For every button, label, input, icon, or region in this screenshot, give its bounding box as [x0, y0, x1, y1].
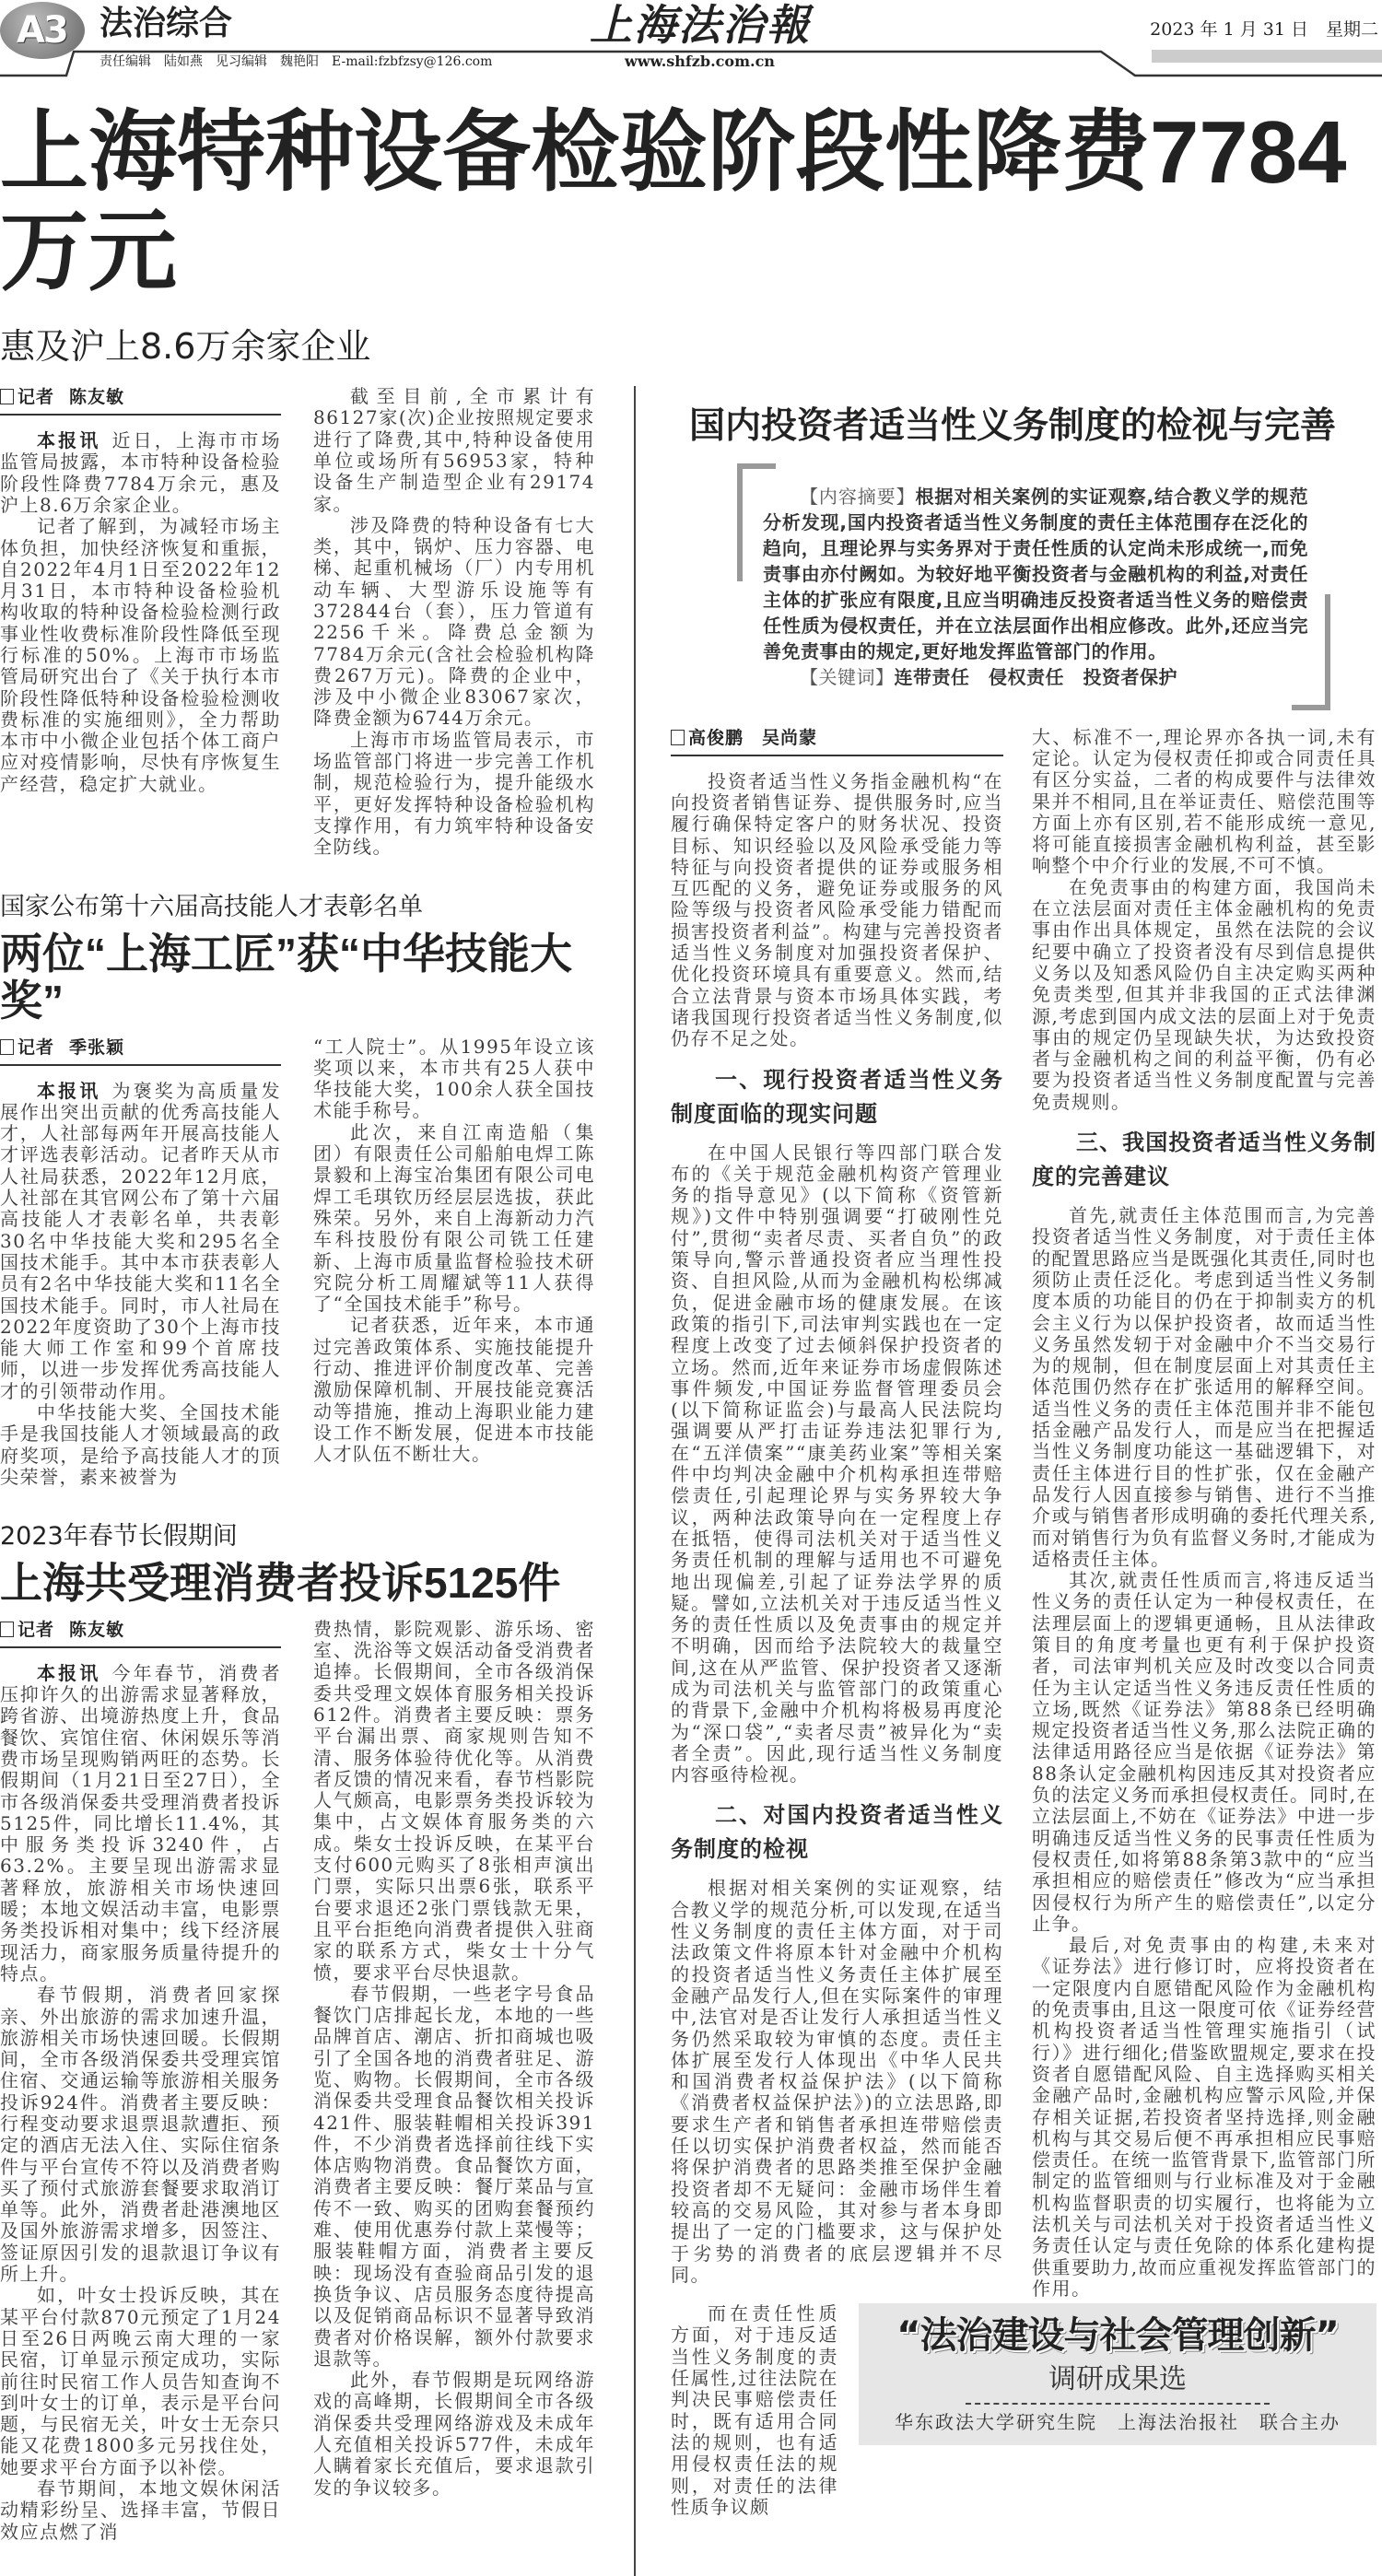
article-kicker: 2023年春节长假期间 — [0, 1522, 238, 1551]
section-title: 法治综合 — [100, 5, 233, 42]
paragraph: 截至目前,全市累计有86127家(次)企业按照规定要求进行了降费,其中,特种设备使用单位或场所有56953家，特种设备生产制造型企业有29174家。 — [313, 385, 595, 515]
abstract-bracket-bottom — [1292, 705, 1330, 710]
paragraph: 本报讯 为褒奖为高质量发展作出突出贡献的优秀高技能人才，人社部每两年开展高技能人才评选表彰活动。记者昨天从市人社局获悉，2022年12月底，人社部在其官网公布了第十六届高技能人才表彰名单，共表彰30名中华技能大奖和295名全国技术能手。其中本市获表彰人员有2名中华技能大奖和11名全国技术能手。同时，市人社局在2022年度资助了30个上海市技能大师工作室和99个首席技师，以进一步发挥优秀高技能人才的引领带动作用。 — [0, 1079, 282, 1402]
article — [0, 892, 599, 1489]
byline: 高俊鹏 吴尚蒙 — [671, 727, 1003, 756]
promo-organizers: 华东政法大学研究生院 上海法治报社 联合主办 — [895, 2411, 1341, 2434]
page-number: A3 — [17, 9, 67, 52]
issue-date: 2023 年 1 月 31 日 星期二 — [1150, 19, 1378, 40]
article-headline: 两位“上海工匠”获“中华技能大奖” — [0, 929, 572, 1025]
article-column — [1032, 727, 1376, 2300]
paragraph: 春节假期，一些老字号食品餐饮门店排起长龙，本地的一些品牌首店、潮店、折扣商城也吸引了全国各地的消费者驻足、游览、购物。长假期间，全市各级消保委共受理食品餐饮相关投诉421件、服装鞋帽相关投诉391件，不少消费者选择前往线下实体店购物消费。食品餐饮方面，消费者主要反映：餐厅菜品与宣传不一致、购买的团购套餐预约难、使用优惠券付款上菜慢等；服装鞋帽方面，消费者主要反映：现场没有查验商品引发的退换货争议、店员服务态度待提高以及促销商品标识不显著导致消费者对价格误解，额外付款要求退款等。 — [313, 1982, 595, 2370]
promo-title: “法治建设与社会管理创新” — [896, 2314, 1339, 2358]
paragraph: 涉及降费的特种设备有七大类，其中，锅炉、压力容器、电梯、起重机械场（厂）内专用机动车辆、大型游乐设施等有372844台（套），压力管道有2256千米。降费总金额为7784万余元(含社会检验机构降费267万元)。降费的企业中，涉及中小微企业83067家次，降费金额为6744万余元。 — [313, 513, 595, 730]
paragraph: 本报讯 近日，上海市市场监管局披露，本市特种设备检验阶段性降费7784万余元，惠及沪上8.6万余家企业。 — [0, 429, 282, 516]
paragraph: 首先,就责任主体范围而言,为完善投资者适当性义务制度，对于责任主体的配置思路应当是既强化其责任,同时也须防止责任泛化。考虑到适当性义务制度本质的功能目的仍在于抑制卖方的机会主义行为以保护投资者，故而适当性义务虽然发轫于对金融中介不当交易行为的规制，但在制度层面上对其责任主体范围仍然存在扩张适用的解释空间。适当性义务的责任主体范围并非不能包括金融产品发行人，而是应当在把握适当性义务制度功能这一基础逻辑下，对责任主体进行目的性扩张，仅在金融产品发行人因直接参与销售、进行不当推介或与销售者形成明确的委托代理关系,而对销售行为负有监督义务时,才能成为适格责任主体。 — [1032, 1204, 1376, 1570]
paragraph: 费热情，影院观影、游乐场、密室、洗浴等文娱活动备受消费者追捧。长假期间，全市各级消保委共受理文娱体育服务相关投诉612件。消费者主要反映：票务平台漏出票、商家规则告知不清、服务体验待优化等。从消费者反馈的情况来看，春节档影院人气颇高，电影票务类投诉较为集中，占文娱体育服务类的六成。柴女士投诉反映，在某平台支付600元购买了8张相声演出门票，实际只出票6张，联系平台要求退还2张门票钱款无果，且平台拒绝向消费者提供入驻商家的联系方式，柴女士十分气愤，要求平台尽快退款。 — [313, 1617, 595, 1984]
paragraph: 春节期间，本地文娱休闲活动精彩纷呈、选择丰富，节假日效应点燃了消 — [0, 2477, 281, 2543]
column-divider-area — [599, 386, 671, 2576]
promo-dash-divider — [966, 2403, 1270, 2405]
website: www.shfzb.com.cn — [625, 53, 775, 70]
paragraph: 本报讯 今年春节，消费者压抑许久的出游需求显著释放，跨省游、出境游热度上升，食品餐饮、宾馆住宿、休闲娱乐等消费市场呈现购销两旺的态势。长假期间（1月21日至27日），全市各级消保委共受理消费者投诉5125件，同比增长11.4%，其中服务类投诉3240件，占63.2%。主要呈现出游需求显著释放，旅游相关市场快速回暖；本地文娱活动丰富，电影票务类投诉相对集中；线下经济展现活力，商家服务质量待提升的特点。 — [0, 1661, 282, 1985]
left-news-area — [0, 386, 599, 2576]
abstract-text: 【内容摘要】根据对相关案例的实证观察,结合教义学的规范分析发现,国内投资者适当性义务制度的责任主体范围存在泛化的趋向，且理论界与实务界对于责任性质的认定尚未形成统一,而免责事由亦付阙如。为较好地平衡投资者与金融机构的利益,对责任主体的扩张应有限度,且应当明确违反投资者适当性义务的赔偿责任性质为侵权责任，并在立法层面作出相应修改。此外,还应当完善免责事由的规定,更好地发挥监管部门的作用。 — [763, 485, 1308, 662]
article — [0, 1521, 599, 2543]
paragraph: 如，叶女士投诉反映，其在某平台付款870元预定了1月24日至26日两晚云南大理的一家民宿，订单显示预定成功，实际前往时民宿工作人员告知查询不到叶女士的订单，表示是平台问题，与民宿无关，叶女士无奈只能又花费1800多元另找住处，她要求平台方面予以补偿。 — [0, 2284, 281, 2478]
article-headline: 上海共受理消费者投诉5125件 — [0, 1559, 561, 1608]
main-subtitle: 惠及沪上8.6万余家企业 — [0, 326, 371, 368]
byline-box-icon — [0, 1039, 14, 1055]
paragraph: 记者了解到，为减轻市场主体负担，加快经济恢复和重振，自2022年4月1日至2022年12月31日，本市特种设备检验机构收取的特种设备检验检测行政事业性收费标准阶段性降低至现行标准的50%。上海市市场监管局研究出台了《关于执行本市阶段性降低特种设备检验检测收费标准的实施细则》，全力帮助本市中小微企业包括个体工商户应对疫情影响，尽快有序恢复生产经营，稳定扩大就业。 — [0, 515, 281, 795]
article — [0, 386, 599, 859]
paragraph: 其次,就责任性质而言,将违反适当性义务的责任认定为一种侵权责任，在法理层面上的逻辑更通畅，且从法律政策目的角度考量也更有利于保护投资者，司法审判机关应及时改变以合同责任为主认定适当性义务违反责任性质的立场,既然《证券法》第88条已经明确规定投资者适当性义务,那么法院正确的法律适用路径应当是依据《证券法》第88条认定金融机构因违反其对投资者应负的法定义务而承担侵权责任。同时,在立法层面上,不妨在《证券法》中进一步明确违反适当性义务的民事责任性质为侵权责任,如将第88条第3款中的“应当承担相应的赔偿责任”修改为“应当承担因侵权行为所产生的赔偿责任”,以定分止争。 — [1032, 1569, 1376, 1935]
paragraph: 此外，春节假期是玩网络游戏的高峰期，长假期间全市各级消保委共受理网络游戏及未成年人充值相关投诉577件，未成年人瞒着家长充值后，要求退款引发的争议较多。 — [313, 2369, 595, 2499]
abstract-bracket-left — [737, 463, 743, 581]
byline: 记者 陈友敏 — [0, 1619, 281, 1648]
right-article — [671, 386, 1376, 2576]
header-rules — [0, 0, 1382, 83]
paragraph: 春节假期，消费者回家探亲、外出旅游的需求加速升温，旅游相关市场快速回暖。长假期间，全市各级消保委共受理宾馆住宿、交通运输等旅游相关服务投诉924件。消费者主要反映：行程变动要求退票退款遭拒、预定的酒店无法入住、实际住宿条件与平台宣传不符以及消费者购买了预付式旅游套餐要求取消订单等。此外，消费者赴港澳地区及国外旅游需求增多，因签注、签证原因引发的退款退订争议有所上升。 — [0, 1984, 281, 2286]
section-heading: 二、对国内投资者适当性义务制度的检视 — [671, 1802, 1003, 1863]
byline: 记者 陈友敏 — [0, 386, 281, 416]
article-column — [671, 727, 1003, 2286]
paragraph: 根据对相关案例的实证观察，结合教义学的规范分析,可以发现,在适当性义务制度的责任主体方面，对于司法政策文件将原本针对金融中介机构的投资者适当性义务责任主体扩展至金融产品发行人,但在实际案件的审理中,法官对是否让发行人承担适当性义务仍然采取较为审慎的态度。责任主体扩展至发行人体现出《中华人民共和国消费者权益保护法》(以下简称《消费者权益保护法》)的立法思路,即要求生产者和销售者承担连带赔偿责任以切实保护消费者权益，然而能否将保护消费者的思路类推至保护金融投资者却不无疑问：金融市场伴生着较高的交易风险，其对参与者本身即提出了一定的门槛要求，这与保护处于劣势的消费者的底层逻辑并不尽同。 — [671, 1877, 1003, 2286]
main-headline: 上海特种设备检验阶段性降费7784万元 — [0, 103, 1347, 301]
article-column — [313, 1036, 595, 1466]
article-column — [0, 1036, 281, 1489]
paragraph: 在免责事由的构建方面，我国尚未在立法层面对责任主体金融机构的免责事由作出具体规定，虽然在法院的会议纪要中确立了投资者没有尽到信息提供义务以及知悉风险仍自主决定购买两种免责类型,但其并非我国的正式法律渊源,考虑到国内成文法的层面上对于免责事由的规定仍呈现缺失状，为达致投资者与金融机构之间的利益平衡，仍有必要为投资者适当性义务制度配置与完善免责规则。 — [1032, 875, 1376, 1113]
article-kicker: 国家公布第十六届高技能人才表彰名单 — [0, 892, 423, 921]
column-divider — [634, 386, 636, 2576]
paragraph: 中华技能大奖、全国技术能手是我国技能人才领域最高的政府奖项，是给予高技能人才的顶尖荣誉，素来被誉为 — [0, 1401, 281, 1488]
byline: 记者 季张颖 — [0, 1036, 281, 1066]
article-column — [0, 1619, 281, 2543]
paragraph: 而在责任性质方面，对于违反适当性义务制度的责任属性,过往法院在判决民事赔偿责任时，既有适用合同法的规则，也有适用侵权责任法的规则，对责任的法律性质争议颇 — [671, 2302, 838, 2518]
byline-box-icon — [0, 389, 14, 404]
byline-box-icon — [0, 1622, 14, 1637]
bottom-row — [671, 2303, 1376, 2518]
section-heading: 一、现行投资者适当性义务制度面临的现实问题 — [671, 1066, 1003, 1127]
paragraph: 在中国人民银行等四部门联合发布的《关于规范金融机构资产管理业务的指导意见》(以下简称《资管新规》)文件中特别强调要“打破刚性兑付”,贯彻“卖者尽责、买者自负”的政策导向,警示普通投资者应当理性投资、自担风险,从而为金融机构松绑减负，促进金融市场的健康发展。在该政策的指引下,司法审判实践也在一定程度上改变了过去倾斜保护投资者的立场。然而,近年来证券市场虚假陈述事件频发,中国证券监督管理委员会(以下简称证监会)与最高人民法院均强调要从严打击证券违法犯罪行为,在“五洋债案”“康美药业案”等相关案件中均判决金融中介机构承担连带赔偿责任,引起理论界与实务界较大争议，两种法政策导向在一定程度上存在抵牾，使得司法机关对于适当性义务责任机制的理解与适用也不可避免地出现偏差,引起了证券法学界的质疑。譬如,立法机关对于违反适当性义务的责任性质以及免责事由的规定并不明确，因而给予法院较大的裁量空间,这在从严监管、保护投资者又逐渐成为司法机关与监管部门的政策重心的背景下,金融中介机构将极易再度沦为“深口袋”,“卖者尽责”被异化为“卖者全责”。因此,现行适当性义务制度内容亟待检视。 — [671, 1141, 1003, 1786]
page-header — [0, 0, 1382, 103]
byline-box-icon — [671, 730, 685, 745]
paragraph: 大、标准不一,理论界亦各执一词,未有定论。认定为侵权责任抑或合同责任具有区分实益，二者的构成要件与法律效果并不相同,且在举证责任、赔偿范围等方面上亦有区别,若不能形成统一意见,将可能直接损害金融机构利益，甚至影响整个中介行业的发展,不可不慎。 — [1032, 725, 1376, 877]
editors-line: 责任编辑 陆如燕 见习编辑 魏艳阳 E-mail:fzbfzsy@126.com — [100, 54, 493, 69]
masthead-logo: 上海法治報 — [590, 0, 811, 50]
article-column-narrow — [671, 2303, 838, 2518]
paragraph: 此次，来自江南造船（集团）有限责任公司船舶电焊工陈景毅和上海宝冶集团有限公司电焊工毛琪钦历经层层选拔，获此殊荣。另外，来自上海新动力汽车科技股份有限公司铣工任建新、上海市质量监督检验技术研究院分析工周耀斌等11人获得了“全国技术能手”称号。 — [313, 1120, 595, 1316]
promo-subtitle: 调研成果选 — [1048, 2363, 1187, 2396]
abstract-box — [737, 463, 1330, 710]
paragraph: 最后,对免责事由的构建,未来对《证券法》进行修订时，应将投资者在一定限度内自愿错配风险作为金融机构的免责事由,且这一限度可依《证券经营机构投资者适当性管理实施指引（试行）》进行细化;借鉴欧盟规定,要求在投资者自愿错配风险、自主选择购买相关金融产品时,金融机构应警示风险,并保存相关证据,若投资者坚持选择,则金融机构与其交易后便不再承担相应民事赔偿责任。在统一监管背景下,监管部门所制定的监管细则与行业标准及对于金融机构监督职责的切实履行，也将能为立法机关与司法机关对于投资者适当性义务责任认定与责任免除的体系化建构提供重要助力,故而应重视发挥监管部门的作用。 — [1032, 1934, 1376, 2300]
keywords: 【关键词】连带责任 侵权责任 投资者保护 — [800, 665, 1177, 688]
abstract-bracket-top — [737, 463, 776, 469]
paragraph: 上海市市场监管局表示，市场监管部门将进一步完善工作机制，规范检验行为，提升能级水平，更好发挥特种设备检验机构支撑作用，有力筑牢特种设备安全防线。 — [313, 728, 595, 859]
paragraph: 记者获悉，近年来，本市通过完善政策体系、实施技能提升行动、推进评价制度改革、完善激励保障机制、开展技能竞赛活动等措施，推动上海职业能力建设工作不断发展，促进本市技能人才队伍不断壮大。 — [313, 1314, 595, 1466]
article-column — [313, 386, 595, 859]
paragraph: “工人院士”。从1995年设立该奖项以来，本市共有25人获中华技能大奖，100余人获全国技术能手称号。 — [313, 1035, 595, 1122]
column-promo-box — [859, 2303, 1376, 2445]
paragraph: 投资者适当性义务指金融机构“在向投资者销售证券、提供服务时,应当履行确保特定客户的财务状况、投资目标、知识经验以及风险承受能力等特征与向投资者提供的证券或服务相互匹配的义务，避免证券或服务的风险等级与投资者风险承受能力错配而损害投资者利益”。构建与完善投资者适当性义务制度对加强投资者保护、优化投资环境具有重要意义。然而,结合立法背景与资本市场具体实践，考诸我国现行投资者适当性义务制度,似仍存不足之处。 — [671, 769, 1003, 1050]
page-body — [0, 386, 1382, 2576]
article-column — [0, 386, 281, 795]
section-heading: 三、我国投资者适当性义务制度的完善建议 — [1032, 1130, 1376, 1190]
article-headline: 国内投资者适当性义务制度的检视与完善 — [689, 406, 1337, 447]
abstract — [763, 484, 1308, 690]
abstract-bracket-right — [1325, 594, 1330, 710]
header-gray-bar — [1152, 50, 1382, 63]
article-column — [313, 1619, 595, 2499]
